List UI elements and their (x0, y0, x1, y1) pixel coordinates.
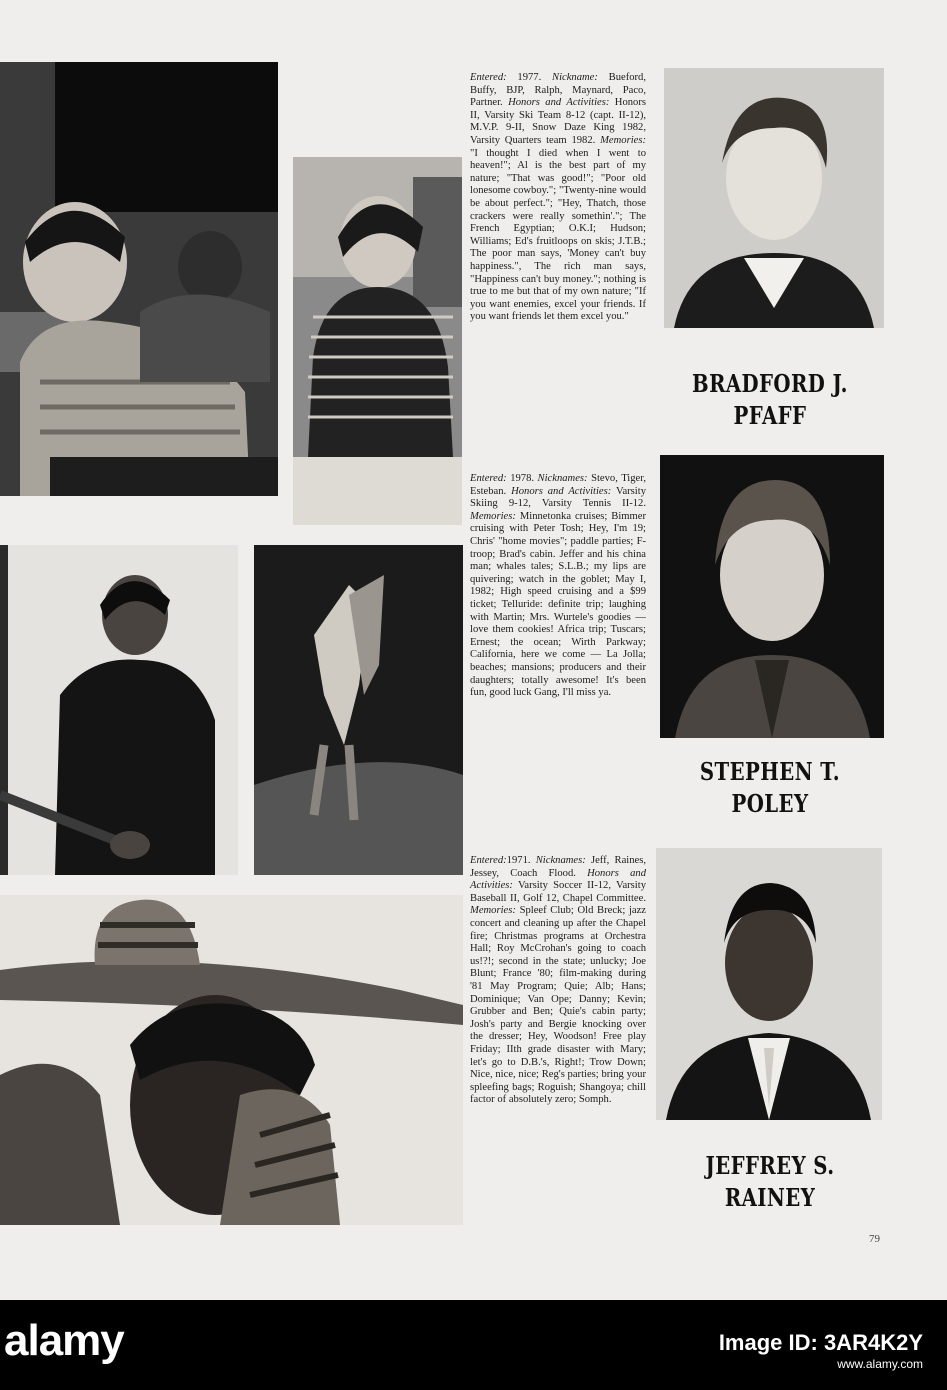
bio-bradford-pfaff (470, 72, 646, 324)
watermark-info (719, 1330, 923, 1372)
portrait-stephen-poley (660, 455, 884, 738)
portrait-jeffrey-rainey (656, 848, 882, 1120)
name-bradford-pfaff (672, 368, 869, 432)
nickname-label: Nickname: (552, 72, 598, 83)
alamy-logo: alamy (4, 1316, 124, 1365)
candid-photo-baton (0, 545, 238, 875)
candid-photo-sombrero (0, 895, 463, 1225)
image-id: Image ID: 3AR4K2Y (718, 1330, 923, 1355)
entered-label: Entered: (470, 473, 507, 484)
entered-value: 1978. (506, 473, 538, 484)
honors-value: Honors II, Varsity Ski Team 8-12 (capt. II-12), M.V.P. 9-II, Snow Daze King 1982, Varsity Quarters team 1982. (470, 97, 646, 146)
bio-jeffrey-rainey (470, 855, 646, 1107)
memories-label: Memories: (470, 905, 516, 917)
name-line1: JEFFREY S. (705, 1151, 835, 1180)
nickname-value: Stevo, Tiger, Esteban. (470, 473, 646, 497)
bio-stephen-poley (470, 473, 646, 700)
name-line1: STEPHEN T. (699, 757, 841, 786)
nickname-value: Jeff, Raines, Jessey, Coach Flood. (470, 855, 647, 879)
name-line1: BRADFORD J. (692, 369, 848, 398)
honors-label: Honors and Activities: (511, 485, 612, 497)
memories-label: Memories: (470, 510, 516, 522)
memories-value: "I thought I died when I went to heaven!"; Al is the best part of my nature; "That was good!"; "Poor old lonesome cowboy."; "Twenty-nine would be about perfect."; "Hey, Thatch, those crackers were really somethin'."; The French Egyptian; O.K.I; Hudson; Williams; Ed's fruitloops on skis; J.T.B.; The poor man says, 'Money can't buy happiness.", The rich man says, "Happiness can't buy money."; nothing is true to me but that of my own nature; "If you want enemies, excel your friends. If you want friends let them excel you." (470, 147, 646, 323)
name-line2: RAINEY (724, 1183, 816, 1212)
honors-value: Varsity Skiing 9-12, Varsity Tennis II-12. (470, 485, 646, 510)
honors-value: Varsity Soccer II-12, Varsity Baseball II, Golf 12, Chapel Committee. (470, 880, 646, 904)
site-url: www.alamy.com (837, 1357, 923, 1371)
name-stephen-poley (672, 756, 869, 820)
name-line2: PFAFF (733, 401, 807, 430)
entered-label: Entered: (470, 72, 507, 83)
nickname-label: Nicknames: (537, 473, 588, 484)
candid-photo-outdoor-catch (254, 545, 463, 875)
page-number: 79 (869, 1233, 880, 1245)
entered-label: Entered: (470, 855, 507, 866)
memories-label: Memories: (600, 134, 646, 146)
candid-photo-classroom (0, 62, 278, 496)
memories-value: Minnetonka cruises; Bimmer cruising with Peter Tosh; Hey, I'm 19; Chris' "home movies"; paddle parties; F-troop; Brad's cabin. Jeffer and his china man; whales tales; S.L.B.; my lips are quivering; watch in the goblet; May I, 1982; High speed cruising and a $99 ticket; Telluride: definite trip; laughing with Martin; Mrs. Wurtele's goodies — love them cookies! Africa trip; Tuscars; Ernest; the ocean; Wirth Parkway; California, here we come — La Jolla; beaches; mansions; producers and their daughters; totally awesome! It's been fun, good luck Gang, I'll miss ya. (470, 510, 646, 699)
memories-value: Spleef Club; Old Breck; jazz concert and cleaning up after the Chapel fire; Christmas programs at Orchestra Hall; Roy McCrohan's going to coach us!?!; second in the state; unlucky; Joe Blunt; France '80; film-making during '81 May Program; Quie; Alb; Hans; Dominique; Van Ope; Danny; Kevin; Grubber and Ben; Quie's cabin party; Josh's party and Bergie knocking over the dresser; Hey, Woodson! Free play Friday; IIth grade disaster with Mary; let's go to D.B.'s, Right!; Trow Down; Nice, nice, nice; Reg's parties; bring your spleefing bags; Roguish; Shangoya; chill factor of absolutely zero; Somph. (470, 905, 646, 1106)
portrait-bradford-pfaff (664, 68, 884, 328)
honors-label: Honors and Activities: (470, 867, 646, 892)
candid-photo-striped-sweater (293, 157, 462, 525)
name-line2: POLEY (731, 789, 809, 818)
entered-value: 1971. (506, 855, 536, 866)
nickname-value: Bueford, Buffy, BJP, Ralph, Maynard, Paco, Partner. (470, 72, 646, 109)
honors-label: Honors and Activities: (508, 97, 610, 109)
entered-value: 1977. (506, 72, 552, 83)
nickname-label: Nicknames: (535, 855, 586, 866)
name-jeffrey-rainey (672, 1150, 869, 1214)
